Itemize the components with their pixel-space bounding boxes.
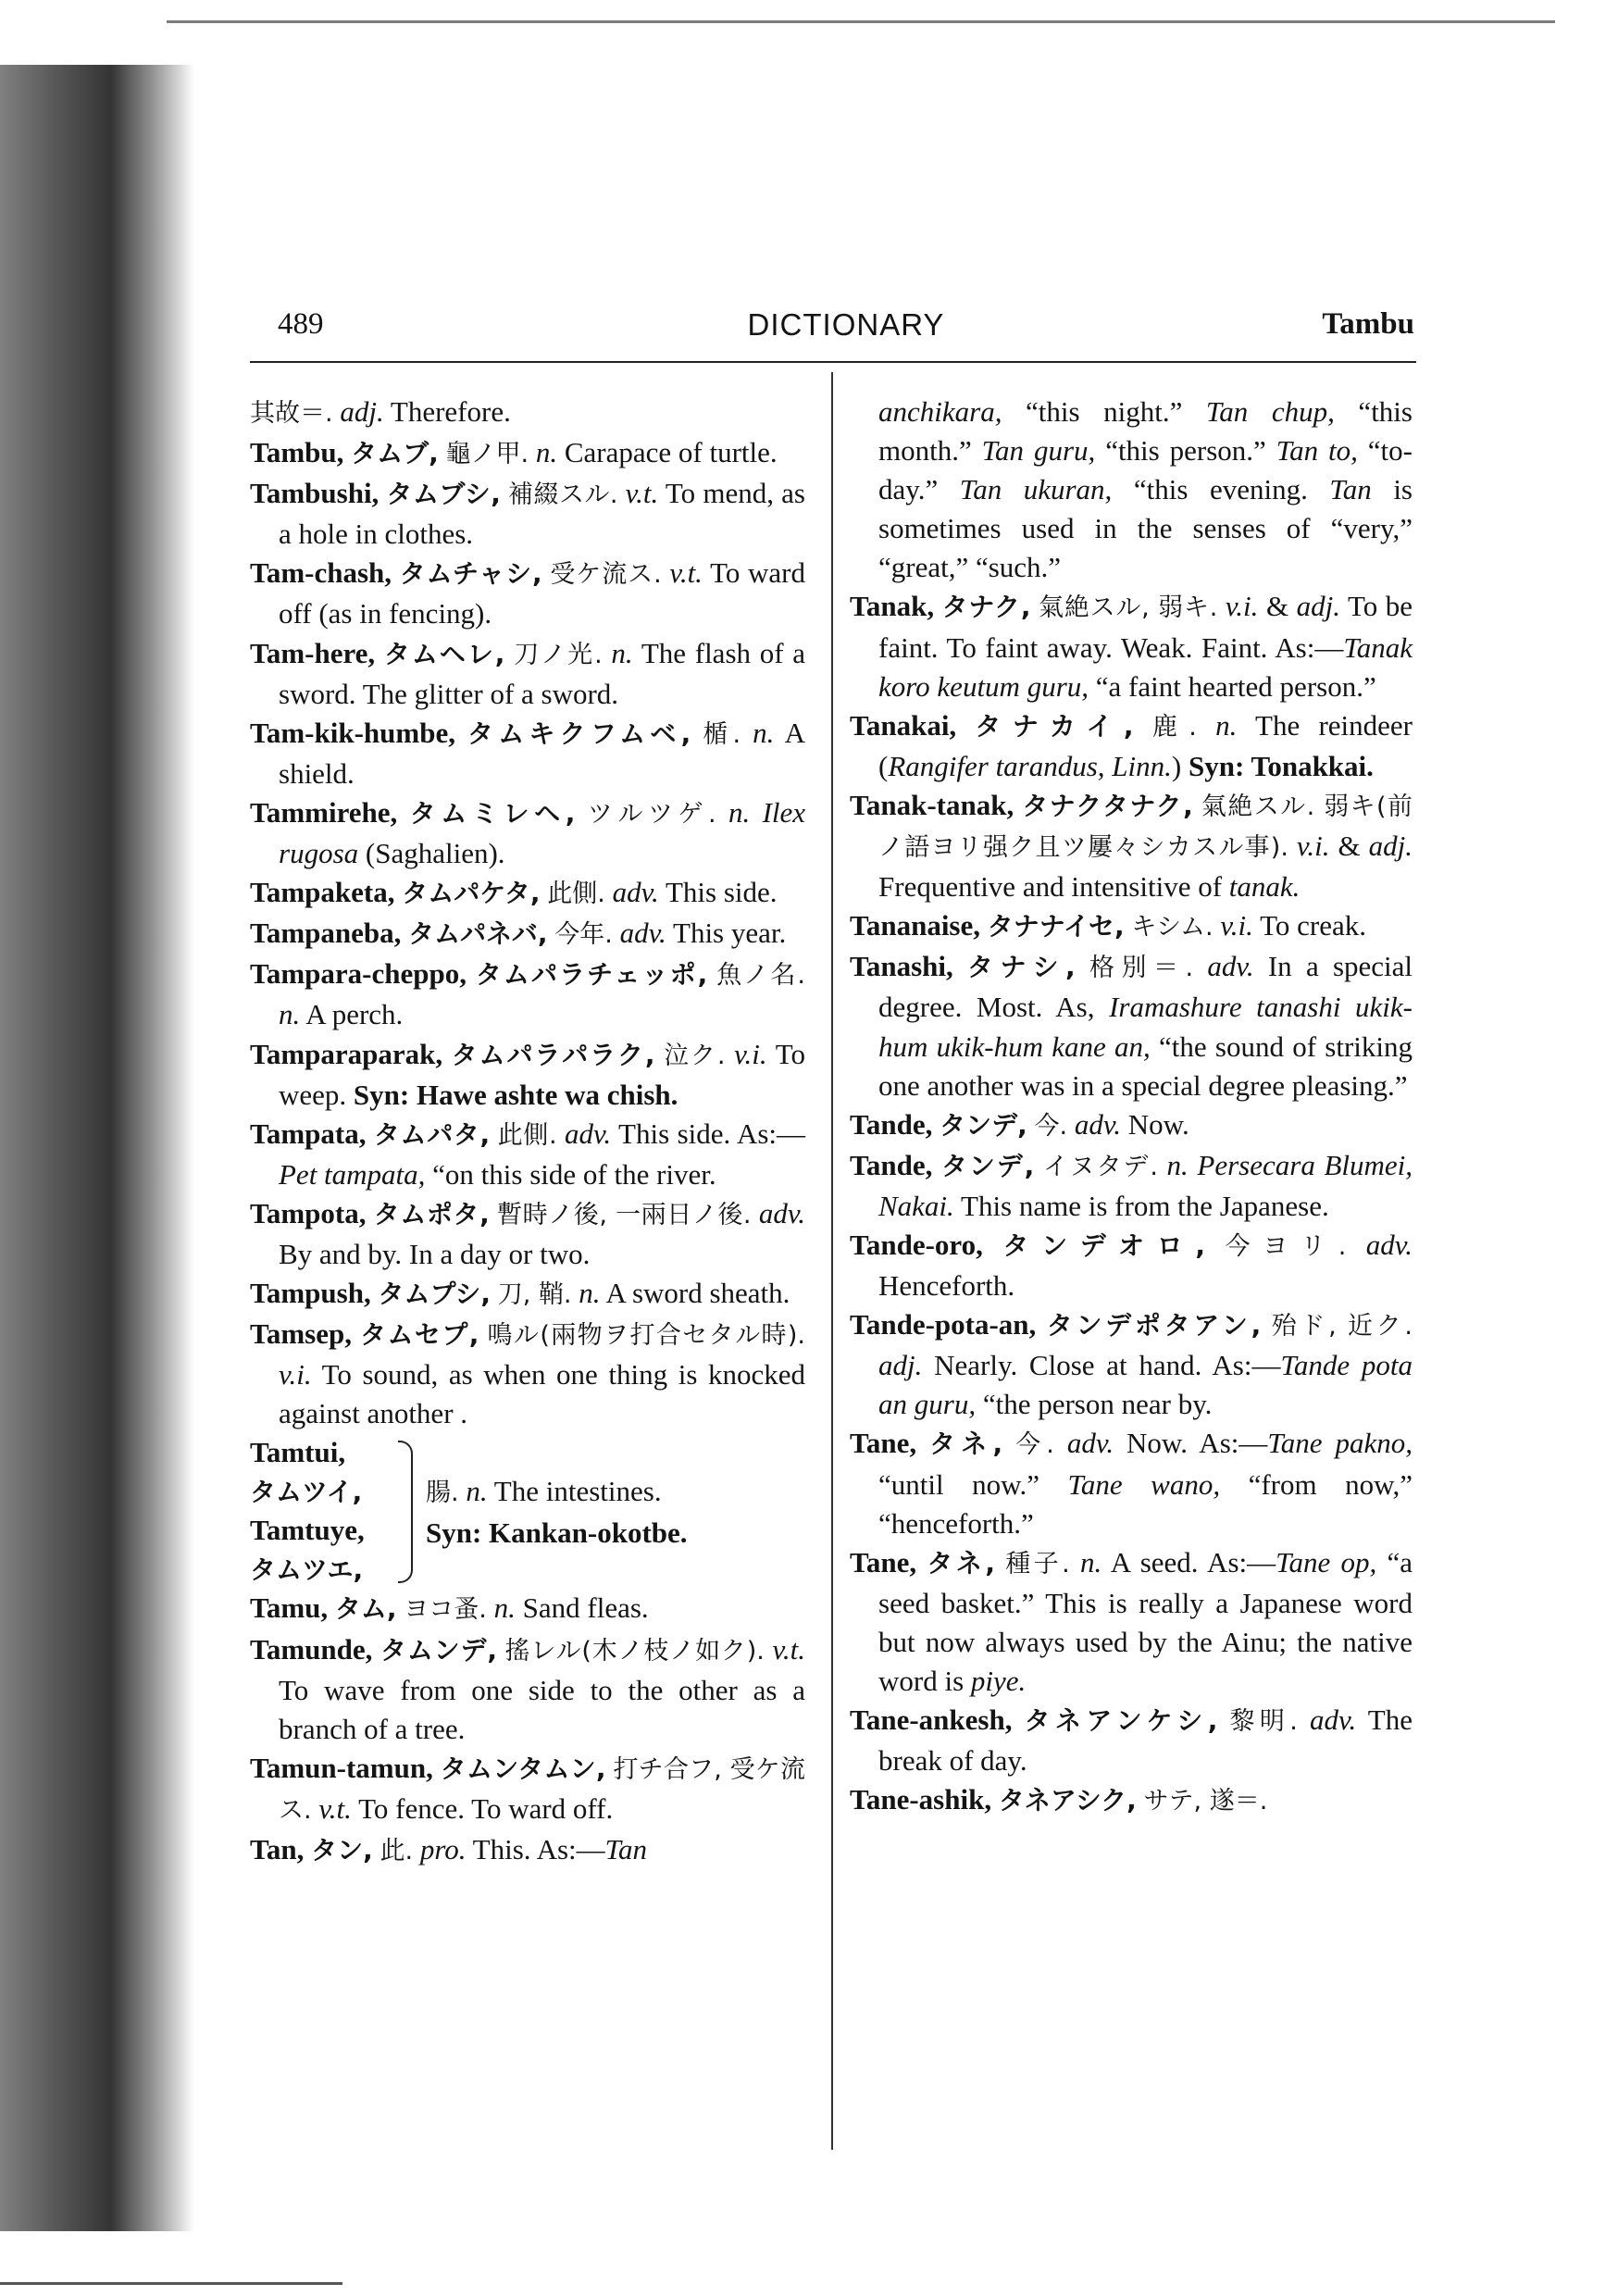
entry-definition: To ward off (as in fencing). bbox=[279, 556, 805, 630]
entry-example-translation: “this month.” bbox=[878, 395, 1413, 468]
entry-definition: Carapace of turtle. bbox=[557, 436, 778, 469]
entry-headword: Tam-kik-humbe, bbox=[250, 716, 455, 749]
entry-gloss-jp: 格別＝. bbox=[1089, 954, 1194, 983]
entry-latin-name: Ilex rugosa bbox=[279, 795, 806, 870]
dictionary-entry bbox=[250, 873, 805, 914]
entry-gloss-jp: 殆ド, 近ク. bbox=[1271, 1312, 1413, 1341]
entry-definition: is sometimes used in the senses of “very,” “great,” “such.” bbox=[878, 473, 1413, 584]
entry-gloss-jp: 其故＝. bbox=[250, 399, 333, 428]
entry-example: Iramashure tanashi ukik-hum ukik-hum kane an, bbox=[878, 991, 1413, 1063]
entry-pos: adv. bbox=[1074, 1107, 1122, 1141]
entry-headword: Tampara-cheppo, bbox=[250, 957, 467, 991]
entry-pos: adv. bbox=[1310, 1703, 1357, 1737]
entry-pos: adv. bbox=[1066, 1427, 1114, 1460]
entry-kana: タムミレヘ, bbox=[409, 797, 576, 829]
entry-headword: Tamtuye, bbox=[250, 1514, 365, 1547]
column-divider bbox=[831, 372, 833, 2150]
entry-example: Tan guru, bbox=[981, 434, 1096, 468]
page-title: DICTIONARY bbox=[747, 307, 945, 342]
entry-pos: n. bbox=[1215, 708, 1238, 742]
entry-gloss-jp: 刀, 鞘. bbox=[497, 1280, 572, 1310]
dictionary-entry bbox=[850, 1780, 1413, 1821]
dictionary-entry bbox=[850, 1424, 1413, 1542]
entry-pos: adj. bbox=[1296, 590, 1340, 623]
dictionary-entry bbox=[250, 634, 805, 714]
entry-kana: タムツイ, bbox=[250, 1477, 363, 1508]
entry-definition: In a special degree. Most. As, bbox=[878, 950, 1413, 1024]
entry-gloss-jp: 補綴スル. bbox=[508, 480, 618, 510]
entry-kana: タムプシ, bbox=[378, 1279, 491, 1310]
entry-headword: Tanak, bbox=[850, 590, 935, 623]
entry-headword: Tampata, bbox=[250, 1117, 367, 1150]
entry-body bbox=[426, 1472, 796, 1552]
entry-gloss-jp: 今ヨリ. bbox=[1225, 1231, 1347, 1261]
entry-headword: Tane-ankesh, bbox=[850, 1703, 1013, 1737]
entry-pos: adv. bbox=[1365, 1228, 1413, 1261]
entry-gloss-jp: サテ, 遂＝. bbox=[1143, 1787, 1268, 1816]
dictionary-entry bbox=[250, 914, 805, 955]
entry-pos: n. bbox=[1166, 1148, 1189, 1181]
entry-definition: Now. As:— bbox=[1114, 1427, 1268, 1460]
entry-pos: v.i. bbox=[1220, 909, 1253, 942]
entry-gloss-jp: 魚ノ名. bbox=[716, 961, 805, 991]
entry-pos: adj. bbox=[1368, 830, 1413, 863]
entry-pos: v.i. bbox=[1296, 830, 1330, 863]
entry-example: Tan bbox=[604, 1833, 648, 1866]
entry-gloss-jp: 此側. bbox=[497, 1120, 557, 1150]
entry-gloss-jp: 楯. bbox=[703, 719, 741, 749]
entry-headword: Tam-here, bbox=[250, 636, 376, 669]
entry-pos: pro. bbox=[419, 1833, 467, 1866]
dictionary-entry bbox=[250, 554, 805, 633]
entry-example-translation: “the person near by. bbox=[976, 1388, 1213, 1421]
entry-kana: タムキクフムベ, bbox=[467, 718, 691, 749]
entry-definition: This side. bbox=[658, 876, 778, 909]
entry-definition: (Saghalien). bbox=[358, 837, 505, 870]
entry-gloss-jp: 此. bbox=[380, 1837, 414, 1866]
entry-kana: タムブシ, bbox=[386, 479, 501, 510]
entry-example-translation: “this person.” bbox=[1095, 434, 1276, 468]
entry-pos: n. bbox=[535, 436, 558, 469]
entry-gloss-jp: 腸. bbox=[426, 1479, 459, 1508]
entry-example: Tan ukuran, bbox=[959, 473, 1113, 506]
entry-synonym: Syn: Hawe ashte wa chish. bbox=[353, 1078, 678, 1111]
dictionary-entry bbox=[250, 1315, 805, 1433]
entry-kana: タムパタ, bbox=[373, 1118, 491, 1150]
entry-headword: Tamsep, bbox=[250, 1317, 352, 1351]
entry-headword: Tamun-tamun, bbox=[250, 1751, 433, 1784]
entry-gloss-jp: イヌタデ. bbox=[1042, 1152, 1158, 1181]
entry-gloss-jp: 此側. bbox=[547, 880, 605, 909]
entry-kana: タンデ, bbox=[940, 1150, 1035, 1181]
entry-definition: A perch. bbox=[300, 998, 404, 1031]
entry-pos: adv. bbox=[619, 917, 666, 950]
entry-gloss-jp: 今年. bbox=[554, 920, 613, 950]
entry-synonym: Syn: Tonakkai. bbox=[1189, 749, 1374, 782]
dictionary-entry-continued bbox=[850, 393, 1413, 587]
entry-definition: To creak. bbox=[1252, 909, 1366, 942]
entry-kana: タネ, bbox=[927, 1547, 995, 1578]
entry-pos: v.i. bbox=[734, 1037, 767, 1070]
entry-definition: This name is from the Japanese. bbox=[953, 1189, 1329, 1222]
entry-gloss-jp: 搖レル(木ノ枝ノ如ク). bbox=[504, 1636, 765, 1666]
entry-definition: A shield. bbox=[279, 716, 806, 790]
entry-kana: タネアンケシ, bbox=[1024, 1705, 1218, 1737]
entry-definition: This year. bbox=[666, 917, 787, 950]
entry-headword: Tan, bbox=[250, 1833, 305, 1866]
entry-gloss-jp: 種子. bbox=[1005, 1549, 1070, 1578]
entry-kana: タナク, bbox=[941, 592, 1031, 623]
entry-definition: To mend, as a hole in clothes. bbox=[279, 477, 805, 551]
entry-headword: Tam-chash, bbox=[250, 556, 392, 590]
entry-example-translation: “a faint hearted person.” bbox=[1089, 669, 1376, 703]
entry-headword: Tampush, bbox=[250, 1277, 371, 1310]
entry-pos: n. bbox=[466, 1475, 488, 1508]
right-column bbox=[850, 393, 1413, 1821]
entry-gloss-jp: ヨコ蚤. bbox=[404, 1595, 487, 1625]
entry-cross-reference: tanak. bbox=[1228, 870, 1301, 904]
entry-headword: Tammirehe, bbox=[250, 795, 398, 829]
entry-definition: The flash of a sword. The glitter of a sword. bbox=[279, 636, 806, 710]
entry-definition: The reindeer ( bbox=[878, 708, 1413, 782]
guide-word: Tambu bbox=[1322, 307, 1414, 341]
dictionary-entry bbox=[850, 1701, 1413, 1780]
dictionary-entry bbox=[250, 1035, 805, 1115]
entry-headword: Tande, bbox=[850, 1107, 933, 1141]
binding-shadow bbox=[0, 65, 194, 2231]
entry-definition: To sound, as when one thing is knocked against another . bbox=[279, 1358, 805, 1430]
entry-pos: v.i. bbox=[279, 1358, 312, 1391]
entry-definition: ) bbox=[1171, 749, 1189, 782]
entry-headword: Tampaketa, bbox=[250, 876, 395, 909]
entry-definition: A seed. As:— bbox=[1101, 1545, 1276, 1578]
entry-synonym: Syn: Kankan-okotbe. bbox=[426, 1516, 688, 1549]
entry-definition: To wave from one side to the other as a branch of a tree. bbox=[279, 1673, 805, 1745]
dictionary-entry bbox=[250, 1115, 805, 1194]
entry-headword: Tane-ashik, bbox=[850, 1783, 992, 1816]
entry-example-translation: “from now,” “henceforth.” bbox=[878, 1467, 1413, 1540]
entry-cross-reference: piye. bbox=[970, 1665, 1027, 1697]
entry-definition: A sword sheath. bbox=[600, 1277, 790, 1310]
dictionary-entry bbox=[850, 1543, 1413, 1701]
entry-gloss-jp: 鹿. bbox=[1151, 712, 1197, 742]
entry-pos: n. bbox=[279, 998, 301, 1031]
entry-kana: タム, bbox=[334, 1593, 397, 1625]
entry-headword: Tamu, bbox=[250, 1591, 329, 1625]
dictionary-entry bbox=[250, 1749, 805, 1830]
entry-kana: タナカイ, bbox=[975, 710, 1134, 742]
dictionary-entry-braced bbox=[250, 1433, 805, 1589]
entry-pos: adj. bbox=[878, 1349, 923, 1382]
entry-kana: タンデオロ, bbox=[1002, 1229, 1206, 1261]
entry-definition: Henceforth. bbox=[878, 1269, 1015, 1303]
dictionary-entry bbox=[250, 1589, 805, 1629]
entry-pos: v.i. bbox=[1225, 590, 1259, 623]
dictionary-entry bbox=[250, 714, 805, 793]
dictionary-entry bbox=[250, 1274, 805, 1315]
header-rule bbox=[250, 361, 1416, 363]
entry-kana: タナクタナク, bbox=[1022, 790, 1193, 821]
entry-kana: タネ, bbox=[929, 1429, 1003, 1460]
entry-example: Tane pakno, bbox=[1267, 1427, 1413, 1460]
entry-example-translation: “on this side of the river. bbox=[425, 1157, 716, 1191]
bottom-rule bbox=[0, 2282, 342, 2285]
entry-definition: Frequentive and intensitive of bbox=[878, 870, 1229, 904]
entry-kana: タン, bbox=[311, 1835, 373, 1866]
entry-pos: v.t. bbox=[772, 1632, 806, 1666]
entry-pos: n. bbox=[1080, 1545, 1102, 1578]
entry-gloss-jp: 今. bbox=[1034, 1111, 1068, 1141]
entry-gloss-jp: 氣絶スル, 弱キ. bbox=[1039, 593, 1218, 623]
entry-headword: Tampaneba, bbox=[250, 917, 402, 950]
entry-pos: adv. bbox=[612, 876, 659, 909]
entry-gloss-jp: 氣絶スル. 弱キ(前ノ語ヨリ强ク且ツ屢々シカスル事). bbox=[878, 792, 1413, 863]
entry-definition: & bbox=[1329, 830, 1369, 863]
entry-pos: adv. bbox=[564, 1117, 612, 1150]
entry-headword: Tamunde, bbox=[250, 1632, 373, 1666]
entry-kana: タムチャシ, bbox=[399, 558, 542, 590]
entry-example: Tan chup, bbox=[1205, 395, 1335, 428]
entry-definition: This. As:— bbox=[466, 1833, 605, 1866]
entry-gloss-jp: 龜ノ甲. bbox=[445, 440, 529, 469]
page-number: 489 bbox=[278, 307, 324, 341]
entry-kana: タムンタムン, bbox=[440, 1753, 606, 1784]
entry-gloss-jp: 暫時ノ後, 一兩日ノ後. bbox=[497, 1200, 752, 1229]
left-column bbox=[250, 393, 805, 1871]
entry-example-translation: “this night.” bbox=[1002, 395, 1206, 428]
entry-kana: タムブ, bbox=[351, 438, 439, 469]
entry-kana: タムツエ, bbox=[250, 1554, 364, 1586]
dictionary-entry bbox=[850, 1105, 1413, 1146]
entry-example: Tan to, bbox=[1276, 434, 1358, 468]
entry-latin-name: Persecara Blumei, Nakai. bbox=[878, 1148, 1413, 1222]
entry-headword: Tande-pota-an, bbox=[850, 1308, 1037, 1341]
entry-kana: タムパネバ, bbox=[408, 918, 548, 950]
dictionary-entry bbox=[850, 906, 1413, 947]
dictionary-entry bbox=[850, 786, 1413, 906]
dictionary-entry bbox=[250, 1194, 805, 1274]
entry-definition: To weep. bbox=[279, 1037, 806, 1111]
entry-gloss-jp: キシム. bbox=[1131, 913, 1214, 942]
entry-example-translation: “the sound of striking one another was in a special degree pleasing.” bbox=[878, 1029, 1413, 1102]
dictionary-entry bbox=[850, 1226, 1413, 1305]
entry-headword: Tamparaparak, bbox=[250, 1037, 443, 1070]
entry-pos: v.t. bbox=[669, 556, 703, 590]
entry-example-translation: “this evening. bbox=[1112, 473, 1330, 506]
entry-example-translation: “a seed basket.” This is really a Japanese word but now always used by the Ainu; the native word is bbox=[878, 1545, 1413, 1697]
entry-definition: Sand fleas. bbox=[515, 1591, 649, 1625]
dictionary-entry bbox=[850, 947, 1413, 1104]
entry-pos: n. bbox=[611, 636, 633, 669]
dictionary-entry bbox=[250, 1830, 805, 1871]
dictionary-entry bbox=[850, 587, 1413, 705]
entry-kana: タムポタ, bbox=[373, 1198, 490, 1229]
brace-mark bbox=[398, 1441, 413, 1583]
entry-headword: Tane, bbox=[850, 1427, 917, 1460]
entry-gloss-jp: 泣ク. bbox=[664, 1041, 726, 1070]
entry-gloss-jp: 鳴ル(兩物ヲ打合セタル時). bbox=[487, 1321, 806, 1351]
entry-gloss-jp: 黎明. bbox=[1229, 1707, 1298, 1737]
entry-pos: adv. bbox=[1207, 950, 1254, 983]
entry-pos: v.t. bbox=[318, 1791, 352, 1825]
entry-headword: Tande, bbox=[850, 1148, 933, 1181]
entry-kana: タムンデ, bbox=[380, 1634, 497, 1666]
entry-kana: タンデポタアン, bbox=[1046, 1310, 1262, 1341]
entry-example: Tane op, bbox=[1276, 1545, 1377, 1578]
entry-headword: Tambu, bbox=[250, 436, 344, 469]
entry-gloss-jp: 打チ合フ, 受ケ流ス. bbox=[279, 1754, 805, 1825]
entry-headword: Tampota, bbox=[250, 1196, 367, 1229]
entry-example-translation: “to-day.” bbox=[878, 434, 1413, 506]
page-header bbox=[278, 307, 1414, 354]
entry-example: Tande pota an guru, bbox=[878, 1349, 1413, 1421]
entry-gloss-jp: ツルツゲ. bbox=[587, 799, 716, 829]
top-rule bbox=[167, 20, 1555, 23]
entry-example: Pet tampata, bbox=[279, 1157, 426, 1191]
entry-definition: & bbox=[1258, 590, 1297, 623]
dictionary-entry bbox=[250, 393, 805, 433]
entry-pos: adj. bbox=[340, 395, 384, 428]
entry-example: anchikara, bbox=[878, 395, 1002, 428]
dictionary-entry bbox=[250, 793, 805, 873]
entry-definition: To fence. To ward off. bbox=[351, 1791, 614, 1825]
dictionary-entry bbox=[850, 1146, 1413, 1226]
entry-headword: Tanashi, bbox=[850, 950, 953, 983]
entry-pos: adv. bbox=[758, 1196, 806, 1229]
entry-pos: n. bbox=[753, 716, 775, 749]
dictionary-entry bbox=[850, 706, 1413, 786]
entry-kana: タンデ, bbox=[940, 1109, 1027, 1141]
entry-definition: The intestines. bbox=[487, 1475, 662, 1508]
entry-kana: タムヘレ, bbox=[383, 638, 505, 669]
entry-gloss-jp: 刀ノ光. bbox=[514, 640, 603, 669]
entry-definition: The break of day. bbox=[878, 1703, 1413, 1778]
entry-gloss-jp: 今. bbox=[1015, 1430, 1054, 1460]
entry-definition: By and by. In a day or two. bbox=[279, 1237, 591, 1270]
entry-example-translation: “until now.” bbox=[878, 1467, 1068, 1501]
entry-kana: タムパラパラク, bbox=[451, 1039, 655, 1070]
entry-headword: Tane, bbox=[850, 1545, 917, 1578]
entry-headword: Tanak-tanak, bbox=[850, 788, 1014, 821]
entry-gloss-jp: 受ケ流ス. bbox=[550, 560, 662, 590]
entry-pos: n. bbox=[728, 795, 751, 829]
entry-latin-name: Rangifer tarandus, Linn. bbox=[888, 749, 1172, 782]
entry-definition: Therefore. bbox=[383, 395, 511, 428]
entry-kana: タナナイセ, bbox=[987, 911, 1125, 942]
entry-example: Tane wano, bbox=[1067, 1467, 1221, 1501]
entry-headword: Tambushi, bbox=[250, 477, 380, 510]
entry-definition: Nearly. Close at hand. As:— bbox=[922, 1349, 1281, 1382]
entry-definition: Now. bbox=[1121, 1107, 1189, 1141]
entry-kana: タネアシク, bbox=[998, 1785, 1137, 1816]
dictionary-entry bbox=[850, 1305, 1413, 1424]
entry-headword: Tamtui, bbox=[250, 1436, 346, 1469]
entry-kana: タムパケタ, bbox=[402, 878, 541, 909]
entry-definition: This side. As:— bbox=[611, 1117, 806, 1150]
entry-headword: Tanakai, bbox=[850, 708, 957, 742]
entry-headword: Tande-oro, bbox=[850, 1228, 983, 1261]
entry-definition: To be faint. To faint away. Weak. Faint. As:— bbox=[878, 590, 1413, 664]
entry-kana: タナシ, bbox=[967, 952, 1076, 983]
dictionary-entry bbox=[250, 955, 805, 1034]
entry-example: Tanak koro keutum guru, bbox=[878, 630, 1413, 703]
dictionary-entry bbox=[250, 474, 805, 554]
dictionary-entry bbox=[250, 433, 805, 474]
dictionary-entry bbox=[250, 1630, 805, 1749]
entry-pos: n. bbox=[579, 1277, 601, 1310]
entry-pos: v.t. bbox=[625, 477, 659, 510]
entry-headword: Tananaise, bbox=[850, 909, 980, 942]
entry-kana: タムパラチェッポ, bbox=[475, 959, 708, 991]
entry-pos: n. bbox=[493, 1591, 516, 1625]
entry-kana: タムセプ, bbox=[360, 1319, 479, 1351]
entry-example: Tan bbox=[1329, 473, 1372, 506]
